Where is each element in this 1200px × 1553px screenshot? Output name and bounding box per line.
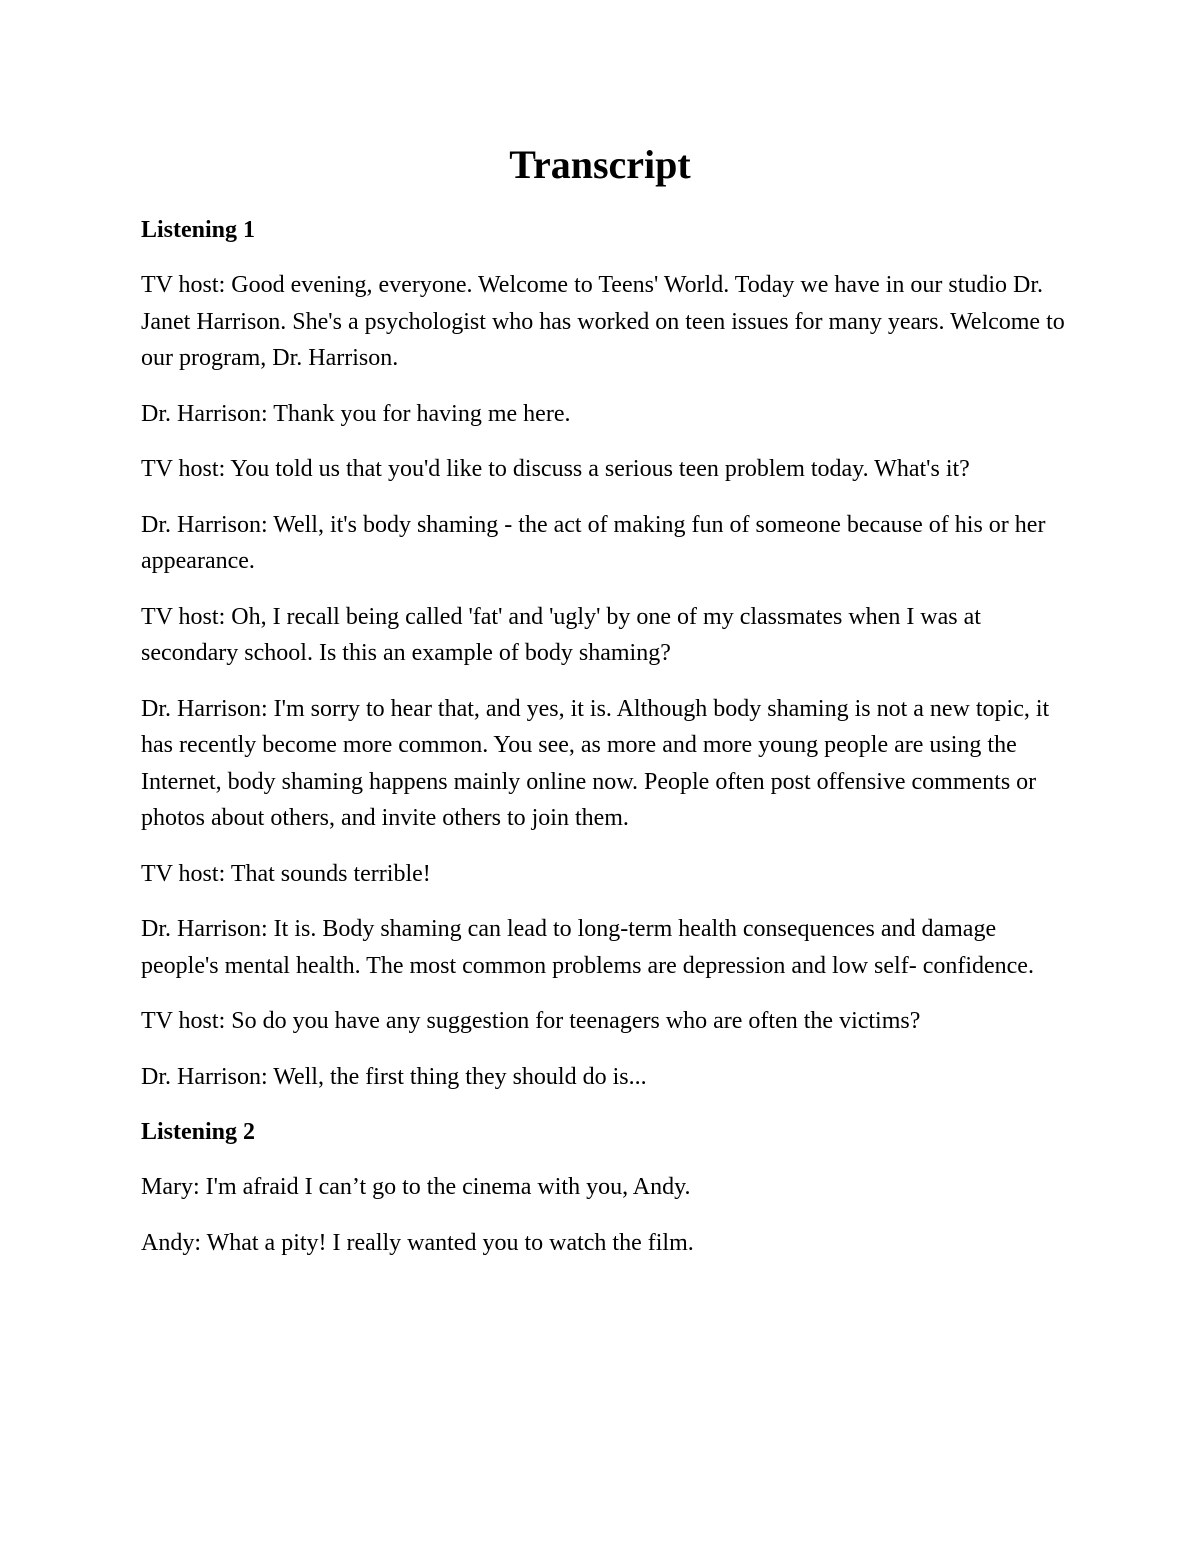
section-listening-1 <box>141 212 1071 1095</box>
dialogue-line <box>141 1225 1071 1262</box>
speaker-name: TV host: <box>141 1008 226 1034</box>
dialogue-line <box>141 1169 1071 1206</box>
speaker-name: Dr. Harrison: <box>141 511 268 538</box>
speaker-name: Dr. Harrison: <box>141 1063 268 1090</box>
dialogue-text: Well, the first thing they should do is... <box>273 1063 647 1090</box>
dialogue-text: Oh, I recall being called 'fat' and 'ugly' by one of my classmates when I was at secondary school. Is this an example of body shaming? <box>141 603 981 666</box>
dialogue-text: It is. Body shaming can lead to long-term health consequences and damage people's mental health. The most common problems are depression and low self- confidence. <box>141 916 1034 979</box>
dialogue-line <box>141 451 1071 488</box>
speaker-name: TV host: <box>141 860 226 887</box>
dialogue-text: That sounds terrible! <box>230 860 431 887</box>
dialogue-line <box>141 1059 1071 1096</box>
speaker-name: Dr. Harrison: <box>141 400 268 427</box>
dialogue-text: I'm sorry to hear that, and yes, it is. Although body shaming is not a new topic, it has recently become more common. You see, as more and more young people are using the Internet, body shaming happens mainly online now. People often post offensive comments or photos about others, and invite others to join them. <box>141 695 1050 831</box>
dialogue-text: I'm afraid I can’t go to the cinema with you, Andy. <box>205 1174 691 1200</box>
page-title: Transcript <box>509 142 691 187</box>
speaker-name: Dr. Harrison: <box>141 916 268 942</box>
dialogue-line <box>141 911 1071 984</box>
dialogue-line <box>141 599 1071 672</box>
speaker-name: TV host: <box>141 272 226 298</box>
dialogue-text: Well, it's body shaming - the act of making fun of someone because of his or her appearance. <box>141 511 1046 574</box>
dialogue-line <box>141 267 1071 377</box>
dialogue-line <box>141 856 1071 893</box>
dialogue-line <box>141 396 1071 433</box>
dialogue-line <box>141 691 1071 837</box>
section-heading: Listening 1 <box>141 217 256 243</box>
speaker-name: Andy: <box>141 1229 201 1256</box>
dialogue-text: What a pity! I really wanted you to watch the film. <box>206 1229 694 1256</box>
dialogue-line <box>141 1003 1071 1040</box>
speaker-name: Dr. Harrison: <box>141 695 268 722</box>
dialogue-text: You told us that you'd like to discuss a serious teen problem today. What's it? <box>230 456 970 482</box>
dialogue-text: Good evening, everyone. Welcome to Teens' World. Today we have in our studio Dr. Janet Harrison. She's a psychologist who has worked on teen issues for many years. Welcome to our program, Dr. Harrison. <box>141 272 1065 371</box>
speaker-name: TV host: <box>141 603 226 630</box>
speaker-name: TV host: <box>141 456 226 482</box>
speaker-name: Mary: <box>141 1174 200 1200</box>
dialogue-text: Thank you for having me here. <box>273 400 571 427</box>
dialogue-line <box>141 507 1071 580</box>
transcript-body <box>141 212 1071 1280</box>
dialogue-text: So do you have any suggestion for teenagers who are often the victims? <box>231 1008 921 1034</box>
section-listening-2 <box>141 1114 1071 1261</box>
section-heading: Listening 2 <box>141 1119 256 1145</box>
